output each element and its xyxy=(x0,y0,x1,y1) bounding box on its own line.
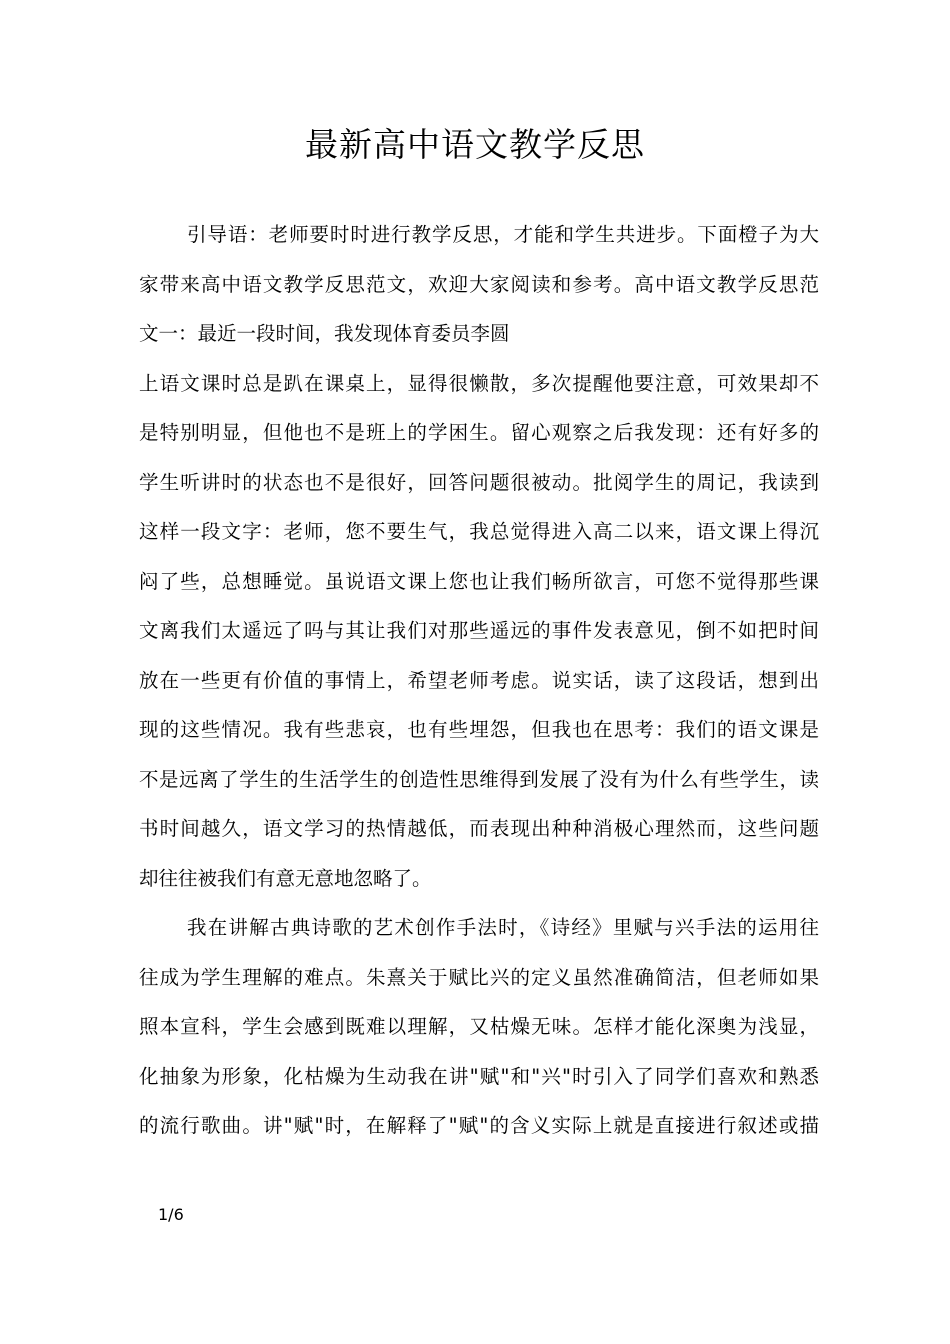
body-line: 照本宣科，学生会感到既难以理解，又枯燥无味。怎样才能化深奥为浅显， xyxy=(139,1015,819,1038)
body-line: 文一：最近一段时间，我发现体育委员李圆 xyxy=(139,322,510,345)
body-line: 我在讲解古典诗歌的艺术创作手法时，《诗经》里赋与兴手法的运用往 xyxy=(187,916,819,939)
body-line: 往成为学生理解的难点。朱熹关于赋比兴的定义虽然准确简洁，但老师如果 xyxy=(139,965,819,989)
body-line: 书时间越久，语文学习的热情越低，而表现出种种消极心理然而，这些问题 xyxy=(139,817,819,840)
body-line: 现的这些情况。我有些悲哀，也有些埋怨，但我也在思考：我们的语文课是 xyxy=(139,718,819,741)
body-line: 学生听讲时的状态也不是很好，回答问题很被动。批阅学生的周记，我读到 xyxy=(139,470,819,494)
page-number: 1/6 xyxy=(158,1205,184,1224)
body-line: 化抽象为形象，化枯燥为生动我在讲"赋"和"兴"时引入了同学们喜欢和熟悉 xyxy=(139,1064,819,1088)
document-body xyxy=(139,210,819,1151)
body-line: 文离我们太遥远了吗与其让我们对那些遥远的事件发表意见，倒不如把时间 xyxy=(139,619,819,642)
body-line: 上语文课时总是趴在课桌上，显得很懒散，多次提醒他要注意，可效果却不 xyxy=(139,371,819,395)
body-line: 引导语：老师要时时进行教学反思，才能和学生共进步。下面橙子为大 xyxy=(187,223,819,246)
body-line: 这样一段文字：老师，您不要生气，我总觉得进入高二以来，语文课上得沉 xyxy=(139,520,819,543)
document-title: 最新高中语文教学反思 xyxy=(305,125,645,164)
body-line: 的流行歌曲。讲"赋"时，在解释了"赋"的含义实际上就是直接进行叙述或描 xyxy=(139,1114,819,1137)
body-line: 家带来高中语文教学反思范文，欢迎大家阅读和参考。高中语文教学反思范 xyxy=(139,272,819,296)
body-line: 却往往被我们有意无意地忽略了。 xyxy=(139,866,432,890)
body-line: 是特别明显，但他也不是班上的学困生。留心观察之后我发现：还有好多的 xyxy=(139,421,819,444)
body-line: 闷了些，总想睡觉。虽说语文课上您也让我们畅所欲言，可您不觉得那些课 xyxy=(139,569,819,593)
body-line: 不是远离了学生的生活学生的创造性思维得到发展了没有为什么有些学生，读 xyxy=(139,767,819,791)
body-line: 放在一些更有价值的事情上，希望老师考虑。说实话，读了这段话，想到出 xyxy=(139,668,819,692)
